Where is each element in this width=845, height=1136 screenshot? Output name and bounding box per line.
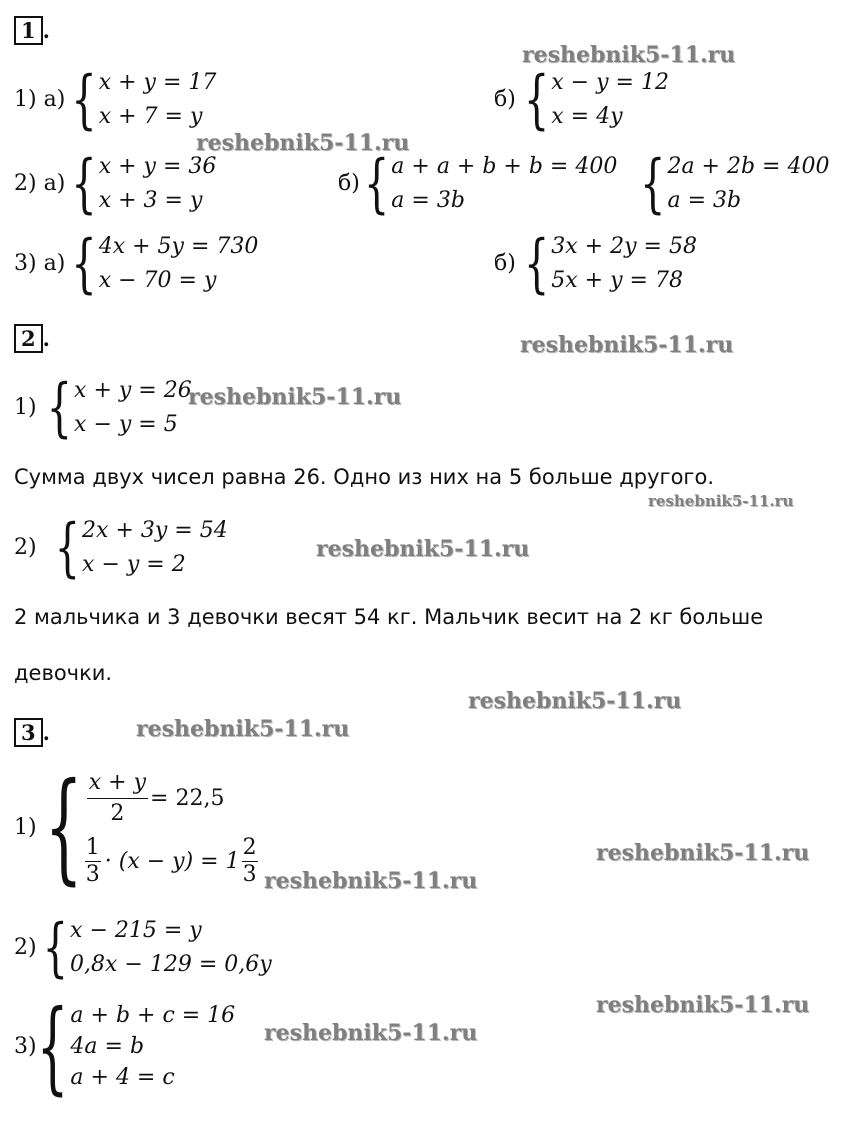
fraction-denominator: 3	[85, 862, 100, 887]
equation: a + 4 = c	[70, 1065, 175, 1090]
equation-middle: · (x − y) = 1	[104, 848, 240, 874]
system-2-1	[14, 371, 192, 445]
system-1b	[494, 63, 669, 137]
system-3-1	[14, 758, 258, 898]
brace-icon: {	[71, 227, 97, 301]
section-dot: .	[42, 720, 50, 745]
watermark: reshebnik5-11.ru	[188, 384, 402, 410]
system-label: б)	[494, 87, 516, 112]
system-2-2	[14, 511, 228, 585]
watermark: reshebnik5-11.ru	[196, 130, 410, 156]
equation: 3x + 2y = 58	[551, 234, 697, 259]
system-label: 2)	[14, 535, 37, 560]
system-3-3	[14, 988, 236, 1105]
section-dot: .	[42, 326, 50, 351]
fraction-numerator: x + y	[87, 768, 148, 799]
brace-icon: {	[363, 147, 390, 221]
equation: x + y = 17	[98, 70, 217, 95]
problem-text: девочки.	[14, 661, 113, 685]
watermark: reshebnik5-11.ru	[468, 688, 682, 714]
system-label: б)	[338, 171, 360, 196]
section-dot: .	[42, 18, 50, 43]
equation: x + 7 = y	[98, 104, 203, 129]
system-3-2	[14, 911, 272, 985]
section-number: 1	[14, 16, 43, 45]
brace-icon: {	[523, 63, 550, 137]
section-number: 3	[14, 718, 43, 747]
equation: a + b + c = 16	[70, 1003, 236, 1028]
watermark: reshebnik5-11.ru	[264, 1020, 478, 1046]
equation: x − y = 12	[551, 70, 669, 95]
watermark: reshebnik5-11.ru	[316, 536, 530, 562]
mixed-fraction	[242, 835, 258, 888]
system-label: 3) а)	[14, 251, 66, 276]
section-3-header	[14, 718, 50, 747]
section-number: 2	[14, 324, 43, 353]
system-label: 1)	[14, 815, 37, 840]
brace-icon: {	[71, 63, 97, 137]
brace-icon: {	[71, 147, 97, 221]
fraction	[87, 768, 148, 829]
watermark: reshebnik5-11.ru	[136, 716, 350, 742]
equation: 0,8x − 129 = 0,6y	[70, 952, 272, 977]
equation	[85, 768, 258, 829]
equation: x − y = 5	[74, 412, 178, 437]
equation: 2a + 2b = 400	[667, 154, 830, 179]
system-1a	[14, 63, 217, 137]
fraction	[85, 835, 101, 888]
system-3b	[494, 227, 697, 301]
system-label: 3)	[14, 1033, 37, 1059]
system-2b	[338, 147, 618, 221]
fraction-numerator: 2	[242, 835, 257, 860]
system-label: 1) а)	[14, 87, 66, 112]
system-label: 2) а)	[14, 171, 66, 196]
system-2c	[640, 147, 830, 221]
system-label: б)	[494, 251, 516, 276]
system-2a	[14, 147, 217, 221]
watermark: reshebnik5-11.ru	[648, 492, 794, 510]
equation: 5x + y = 78	[551, 268, 683, 293]
equation: x + y = 36	[98, 154, 217, 179]
section-2-header	[14, 324, 50, 353]
brace-icon: {	[46, 371, 73, 445]
equation: a = 3b	[391, 188, 465, 213]
watermark: reshebnik5-11.ru	[520, 332, 734, 358]
section-1-header	[14, 16, 50, 45]
brace-icon: {	[640, 147, 666, 221]
equation: x − 70 = y	[98, 268, 217, 293]
equation: x = 4y	[551, 104, 623, 129]
brace-icon: {	[42, 911, 69, 985]
system-3a	[14, 227, 259, 301]
fraction-denominator: 3	[242, 862, 257, 887]
equation: a + a + b + b = 400	[391, 154, 618, 179]
equation: x − y = 2	[82, 552, 186, 577]
fraction-denominator: 2	[110, 801, 125, 826]
brace-icon: {	[54, 511, 81, 585]
brace-icon: {	[44, 758, 83, 898]
brace-icon: {	[523, 227, 550, 301]
watermark: reshebnik5-11.ru	[264, 868, 478, 894]
system-label: 1)	[14, 395, 37, 420]
system-label: 2)	[14, 935, 37, 960]
equation: 4a = b	[70, 1034, 145, 1059]
equation	[85, 835, 258, 888]
brace-icon: {	[36, 988, 69, 1105]
watermark: reshebnik5-11.ru	[596, 992, 810, 1018]
watermark: reshebnik5-11.ru	[522, 42, 736, 68]
equation: 2x + 3y = 54	[82, 518, 228, 543]
equation: a = 3b	[667, 188, 742, 213]
equation: 4x + 5y = 730	[98, 234, 259, 259]
equation-rhs: = 22,5	[150, 785, 225, 811]
fraction-numerator: 1	[85, 835, 100, 860]
watermark: reshebnik5-11.ru	[596, 840, 810, 866]
problem-text: Сумма двух чисел равна 26. Одно из них на 5 больше другого.	[14, 465, 714, 489]
equation: x − 215 = y	[70, 918, 202, 943]
equation: x + 3 = y	[98, 188, 203, 213]
problem-text: 2 мальчика и 3 девочки весят 54 кг. Мальчик весит на 2 кг больше	[14, 605, 764, 629]
equation: x + y = 26	[74, 378, 192, 403]
